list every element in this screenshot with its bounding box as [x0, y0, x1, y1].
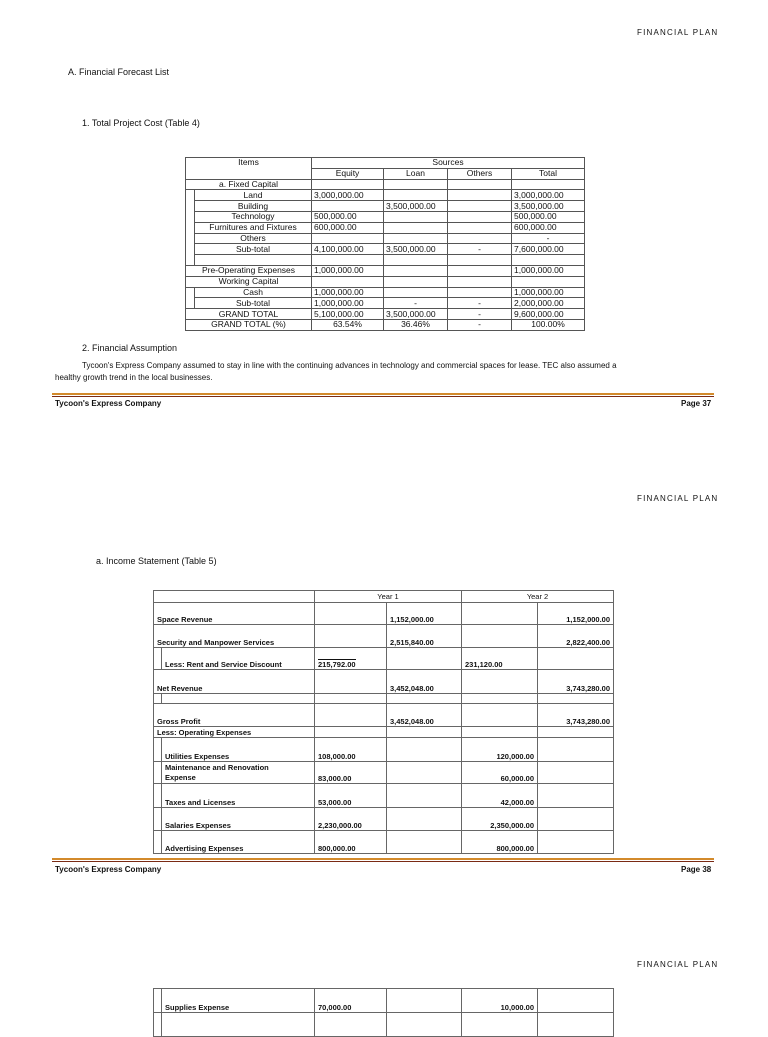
table-row	[154, 694, 614, 704]
table-row: Building 3,500,000.00 3,500,000.00	[186, 201, 585, 212]
table-row: Maintenance and Renovation Expense 83,000.00 60,000.00	[154, 762, 614, 784]
table-row	[186, 255, 585, 266]
table-row: Net Revenue 3,452,048.00 3,743,280.00	[154, 670, 614, 694]
header-items: Items	[186, 158, 312, 180]
table-row: Less: Rent and Service Discount 215,792.00 231,120.00	[154, 648, 614, 670]
table-row: Salaries Expenses 2,230,000.00 2,350,000.00	[154, 808, 614, 831]
footer-page-number: Page 38	[681, 865, 712, 874]
table-header-row	[154, 591, 614, 603]
table-row: Pre-Operating Expenses 1,000,000.00 1,000,000.00	[186, 265, 585, 276]
table-row: Taxes and Licenses 53,000.00 42,000.00	[154, 784, 614, 808]
table-row: Cash 1,000,000.00 1,000,000.00	[186, 287, 585, 298]
table-row	[154, 1013, 614, 1037]
table-row: Supplies Expense 70,000.00 10,000.00	[154, 989, 614, 1013]
paragraph-line: healthy growth trend in the local businesses.	[55, 373, 213, 382]
header-year-1: Year 1	[315, 591, 462, 603]
header-loan: Loan	[384, 168, 448, 179]
subsection-heading: 1. Total Project Cost (Table 4)	[82, 118, 200, 128]
page-header-title: FINANCIAL PLAN	[637, 28, 719, 37]
footer-page-number: Page 37	[681, 399, 712, 408]
table-row: Space Revenue 1,152,000.00 1,152,000.00	[154, 603, 614, 625]
table-row: Less: Operating Expenses	[154, 727, 614, 738]
page-header-title: FINANCIAL PLAN	[637, 494, 719, 503]
total-project-cost-table	[185, 157, 585, 331]
header-others: Others	[448, 168, 512, 179]
table-row: Working Capital	[186, 276, 585, 287]
table-row: GRAND TOTAL 5,100,000.00 3,500,000.00 - 9,600,000.00	[186, 309, 585, 320]
footer-company: Tycoon's Express Company	[55, 865, 162, 874]
income-statement-continued-table	[153, 988, 614, 1037]
header-sources: Sources	[312, 158, 585, 169]
table-row: Gross Profit 3,452,048.00 3,743,280.00	[154, 704, 614, 727]
header-total: Total	[512, 168, 585, 179]
table-row: Others -	[186, 233, 585, 244]
table-row: Sub-total 4,100,000.00 3,500,000.00 - 7,600,000.00	[186, 244, 585, 255]
header-equity: Equity	[312, 168, 384, 179]
section-heading: A. Financial Forecast List	[68, 67, 170, 77]
footer-company: Tycoon's Express Company	[55, 399, 162, 408]
table-row: Sub-total 1,000,000.00 - - 2,000,000.00	[186, 298, 585, 309]
footer-rule	[52, 393, 714, 397]
table-row: Technology 500,000.00 500,000.00	[186, 211, 585, 222]
footer-rule	[52, 858, 714, 862]
table-row: Land 3,000,000.00 3,000,000.00	[186, 190, 585, 201]
table-row: a. Fixed Capital	[186, 179, 585, 190]
table-header-row	[186, 158, 585, 169]
page-header-title: FINANCIAL PLAN	[637, 960, 719, 969]
income-statement-table	[153, 590, 614, 854]
table-row: Furnitures and Fixtures 600,000.00 600,000.00	[186, 222, 585, 233]
paragraph-line: Tycoon's Express Company assumed to stay in line with the continuing advances in technology and commercial spaces for lease. TEC also assumed a	[82, 361, 617, 370]
table-row: Advertising Expenses 800,000.00 800,000.00	[154, 831, 614, 854]
table-row: Utilities Expenses 108,000.00 120,000.00	[154, 738, 614, 762]
table-row: Security and Manpower Services 2,515,840.00 2,822,400.00	[154, 625, 614, 648]
subsection-heading: a. Income Statement (Table 5)	[96, 556, 217, 566]
header-year-2: Year 2	[462, 591, 614, 603]
subsection-heading: 2. Financial Assumption	[82, 343, 178, 353]
table-row: GRAND TOTAL (%) 63.54% 36.46% - 100.00%	[186, 319, 585, 330]
